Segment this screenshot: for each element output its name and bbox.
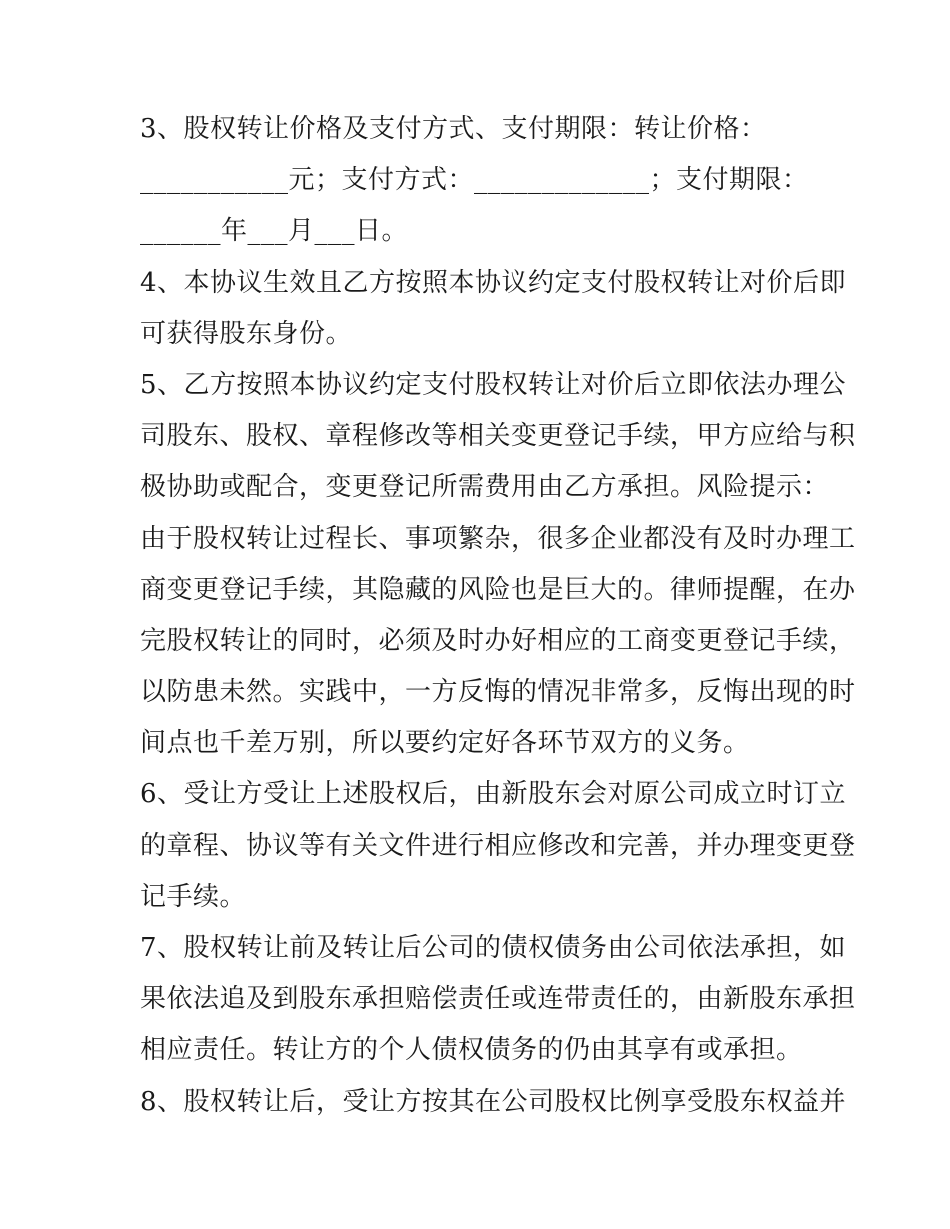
clause-7-line-1: 7、股权转让前及转让后公司的债权债务由公司依法承担，如 — [140, 933, 847, 963]
clause-6-line-2: 的章程、协议等有关文件进行相应修改和完善，并办理变更登 — [140, 830, 856, 861]
clause-3-line-1: 3、股权转让价格及支付方式、支付期限：转让价格： — [140, 114, 767, 144]
clause-3-line-2: ___________元；支付方式：_____________；支付期限： — [140, 165, 809, 196]
clause-7-line-3: 相应责任。转让方的个人债权债务的仍由其享有或承担。 — [140, 1035, 803, 1066]
clause-7-line-2: 果依法追及到股东承担赔偿责任或连带责任的，由新股东承担 — [140, 984, 856, 1015]
clause-8-line-1: 8、股权转让后，受让方按其在公司股权比例享受股东权益并 — [140, 1086, 847, 1117]
clause-5-line-1: 5、乙方按照本协议约定支付股权转让对价后立即依法办理公 — [140, 369, 847, 400]
clause-4-line-2: 可获得股东身份。 — [140, 318, 353, 349]
clause-6-line-3: 记手续。 — [140, 881, 247, 912]
document-body — [140, 104, 856, 1128]
clause-4-line-1: 4、本协议生效且乙方按照本协议约定支付股权转让对价后即 — [140, 267, 847, 298]
clause-3-line-3: ______年___月___日。 — [140, 216, 409, 247]
risk-note-line-1: 由于股权转让过程长、事项繁杂，很多企业都没有及时办理工 — [140, 523, 856, 554]
risk-note-line-4: 以防患未然。实践中，一方反悔的情况非常多，反悔出现的时 — [140, 677, 856, 708]
clause-6-line-1: 6、受让方受让上述股权后，由新股东会对原公司成立时订立 — [140, 779, 847, 810]
risk-note-line-3: 完股权转让的同时，必须及时办好相应的工商变更登记手续， — [140, 625, 856, 656]
risk-note-line-5: 间点也千差万别，所以要约定好各环节双方的义务。 — [140, 728, 750, 759]
clause-5-line-2: 司股东、股权、章程修改等相关变更登记手续，甲方应给与积 — [140, 421, 856, 452]
clause-5-line-3: 极协助或配合，变更登记所需费用由乙方承担。风险提示： — [140, 472, 830, 503]
risk-note-line-2: 商变更登记手续，其隐藏的风险也是巨大的。律师提醒，在办 — [140, 574, 856, 605]
